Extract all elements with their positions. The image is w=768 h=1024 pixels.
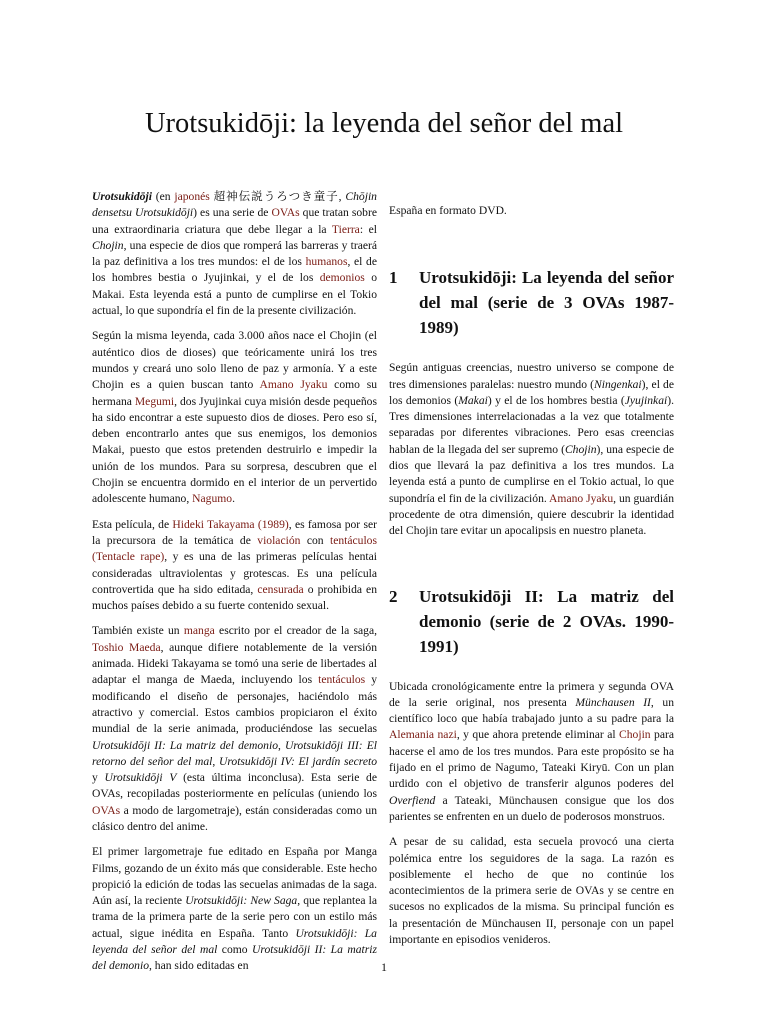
section-heading-1 xyxy=(389,265,674,340)
link-amano-jyaku[interactable]: Amano Jyaku xyxy=(259,378,328,392)
film-paragraph: Esta película, de Hideki Takayama (1989), es famosa por ser la precursora de la temática de violación con tentáculos (Tentacle rape), y es una de las primeras películas hentai consideradas ultraviolentas y grotescas. Es una película controvertida que ha sido editada, censurada o prohibida en muchos países debido a su fuerte contenido sexual. xyxy=(92,517,377,613)
page-number: 1 xyxy=(381,960,387,974)
japanese-title: 超神伝説うろつき童子, xyxy=(209,190,346,203)
continued-paragraph: España en formato DVD. xyxy=(389,204,507,217)
link-humanos[interactable]: humanos xyxy=(305,255,348,269)
link-1989[interactable]: (1989) xyxy=(257,517,289,531)
link-tentacle-rape[interactable]: (Tentacle rape) xyxy=(92,550,165,564)
page-title: Urotsukidōji: la leyenda del señor del mal xyxy=(144,108,624,139)
section-number-2: 2 xyxy=(389,586,398,606)
section-1-paragraph: Según antiguas creencias, nuestro universo se compone de tres dimensiones paralelas: nuestro mundo (Ningenkai), el de los demonios (Makai) y el de los hombres bestia (Jyujinkai). Tres dimensiones interrelacionadas a la vez que totalmente separadas por diferentes vibraciones. Pero esas creencias hablan de la llegada del ser supremo (Chojin), una especie de dios que llevará la paz definitiva a los tres mundos. La leyenda está a punto de cumplirse en el Tokio actual, lo que supondría el fin de la civilización. Amano Jyaku, un guardián procedente de otra dimensión, quiere descubrir la identidad del Chojin tare evitar un apocalipsis en nuestro planeta. xyxy=(389,361,675,538)
section-2-paragraph: Ubicada cronológicamente entre la primera y segunda OVA de la serie original, nos presenta Münchausen II, un científico loco que había trabajado junto a su padre para la Alemania nazi, y que ahora pretende eliminar al Chojin para hacerse el amo de los tres mundos. Para este propósito se ha fijado en el primo de Nagumo, Tateaki Kiryū. Con un plan urdido con el objetivo de transferir algunos poderes del Overfiend a Tateaki, Münchausen consigue que los dos parientes se enfrenten en un duelo de poderosos monstruos. xyxy=(389,679,674,823)
spain-paragraph: El primer largometraje fue editado en España por Manga Films, gozando de un éxito más que considerable. Este hecho propició la edición de todas las secuelas animadas de la saga. Aún así, la reciente Urotsukidōji: New Saga, que replantea la trama de la primera parte de la serie pero con un estilo más actual, sigue inédita en España. Tanto Urotsukidōji: La leyenda del señor del mal como Urotsukidōji II: La matriz del demonio, han sido editadas en xyxy=(92,845,378,973)
section-heading-2 xyxy=(389,584,674,659)
link-violacion[interactable]: violación xyxy=(257,533,301,547)
article-subject: Urotsukidōji xyxy=(92,190,152,203)
link-japones[interactable]: japonés xyxy=(174,190,210,203)
link-demonios[interactable]: demonios xyxy=(319,271,365,285)
link-nagumo[interactable]: Nagumo xyxy=(192,492,233,506)
link-manga[interactable]: manga xyxy=(183,624,215,638)
section-title-2: Urotsukidōji II: La matriz del demonio (serie de 2 OVAs. 1990-1991) xyxy=(419,586,674,656)
link-tierra[interactable]: Tierra xyxy=(331,222,360,236)
link-toshio-maeda[interactable]: Toshio Maeda xyxy=(92,640,161,654)
link-hideki-takayama[interactable]: Hideki Takayama xyxy=(172,517,255,531)
link-tentaculos-2[interactable]: tentáculos xyxy=(318,673,366,687)
link-ovas[interactable]: OVAs xyxy=(271,206,300,220)
link-chojin[interactable]: Chojin xyxy=(619,728,651,742)
link-censurada[interactable]: censurada xyxy=(257,582,304,596)
link-ovas-2[interactable]: OVAs xyxy=(92,803,121,817)
link-alemania-nazi[interactable]: Alemania nazi xyxy=(389,728,457,742)
link-megumi[interactable]: Megumi xyxy=(134,394,175,408)
link-tentaculos[interactable]: tentáculos xyxy=(329,533,377,547)
intro-paragraph: Urotsukidōji (en japonés 超神伝説うろつき童子, Chōjin densetsu Urotsukidōji) es una serie de OVAs que tratan sobre una extraordinaria criatura que debe llegar a la Tierra: el Chojin, una especie de dios que romperá las barreras y traerá la paz definitiva a los tres mundos: el de los humanos, el de los hombres bestia o Jyujinkai, y el de los demonios o Makai. Esta leyenda está a punto de cumplirse en el Tokio actual, lo que supondría el fin de la presente civilización. xyxy=(92,190,377,318)
section-title-1: Urotsukidōji: La leyenda del señor del mal (serie de 3 OVAs 1987-1989) xyxy=(419,268,674,338)
section-2-paragraph-2: A pesar de su calidad, esta secuela provocó una cierta polémica entre los seguidores de la saga. La razón es posiblemente el hecho de que no continúe los acontecimientos de la primera serie de OVAs y se centre en sucesos no explicados de la misma. Su principal función es la presentación de Münchausen II, personaje con un papel importante en episodios venideros. xyxy=(389,835,674,947)
manga-paragraph: También existe un manga escrito por el creador de la saga, Toshio Maeda, aunque difiere notablemente de la versión animada. Hideki Takayama se tomó una serie de libertades al adaptar el manga de Maeda, incluyendo los tentáculos y modificando el diseño de personajes, haciéndolo más atractivo y comercial. Estos cambios propiciaron el éxito mundial de la serie animada, produciéndose las secuelas Urotsukidōji II: La matriz del demonio, Urotsukidōji III: El retorno del señor del mal, Urotsukidōji IV: El jardín secreto y Urotsukidōji V (esta última inconclusa). Esta serie de OVAs, recopiladas posteriormente en películas (uniendo los OVAs a modo de largometraje), están consideradas como un clásico dentro del anime. xyxy=(92,624,378,833)
legend-paragraph: Según la misma leyenda, cada 3.000 años nace el Chojin (el auténtico dios de dioses) que teóricamente unirá los tres mundos y creará uno solo lleno de paz y armonía. Y a este Chojin es a quien buscan tanto Amano Jyaku como su hermana Megumi, dos Jyujinkai cuya misión desde pequeños ha sido encontrar a este supuesto dios de dioses. Pero eso sí, deben encontrarlo antes que sus enemigos, los demonios Makai, puesto que estos pretenden destruirlo e impedir la unión de los mundos. Para su sorpresa, descubren que el Chojin se encuentra dormido en el interior de un pervertido adolescente humano, Nagumo. xyxy=(92,329,377,506)
left-column xyxy=(92,189,377,984)
right-column xyxy=(389,203,674,957)
link-amano-jyaku-2[interactable]: Amano Jyaku xyxy=(549,491,614,505)
section-number-1: 1 xyxy=(389,268,398,288)
